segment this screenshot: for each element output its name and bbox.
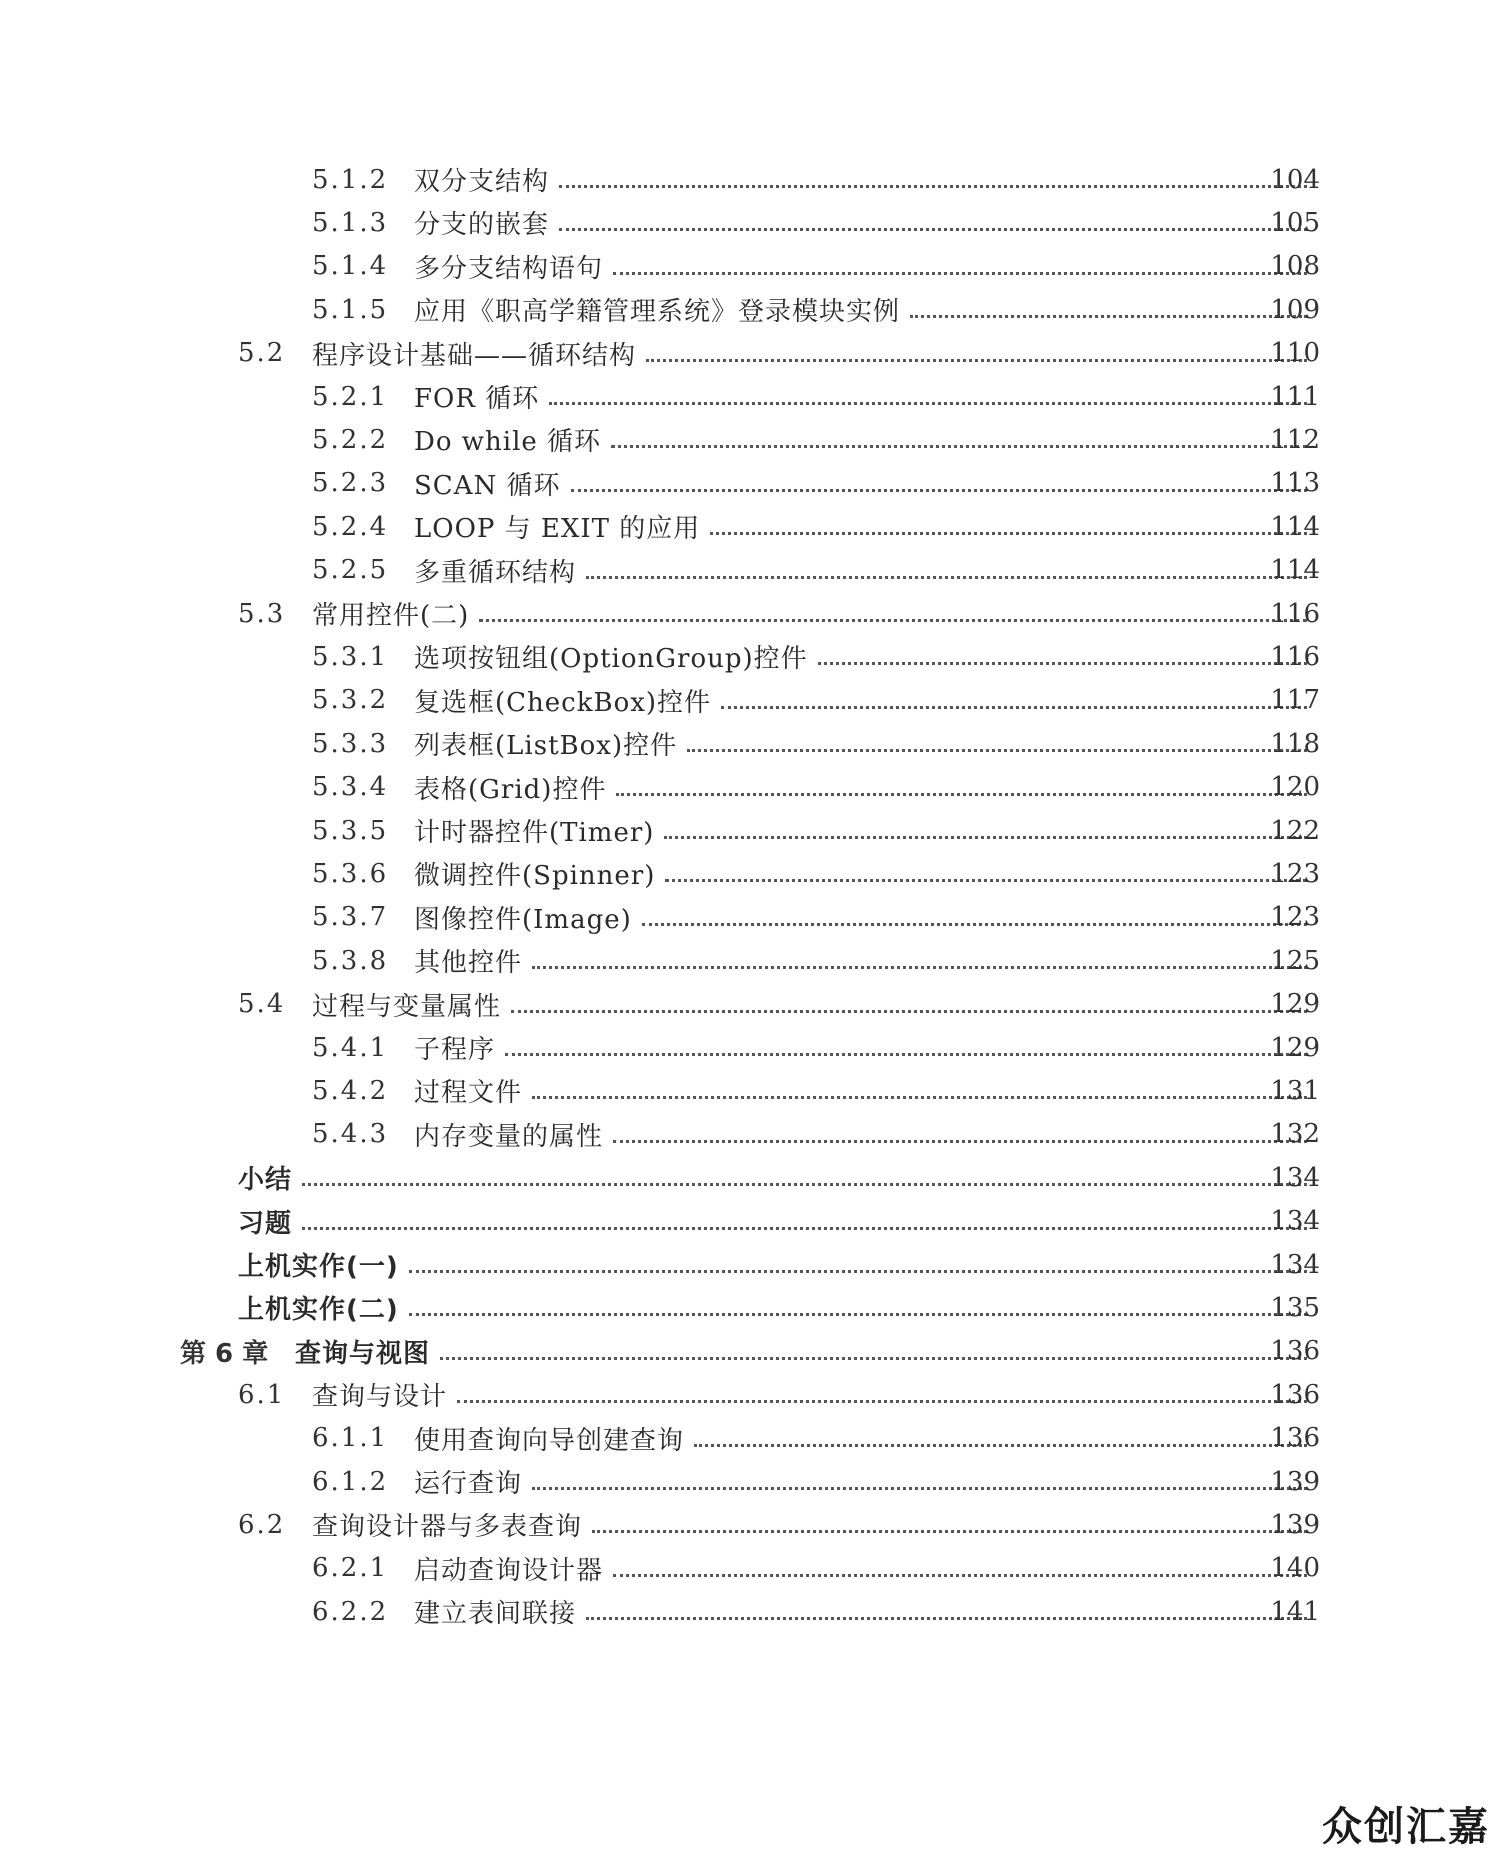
toc-entry[interactable] bbox=[0, 462, 1504, 505]
toc-entry-body bbox=[414, 942, 1319, 979]
toc-leader-dots bbox=[549, 400, 1307, 405]
toc-entry-page: 112 bbox=[1270, 424, 1320, 455]
toc-entry-body bbox=[414, 1072, 1319, 1109]
toc-entry-page: 108 bbox=[1270, 251, 1320, 282]
toc-entry-page: 122 bbox=[1270, 815, 1320, 846]
toc-entry-title: 多重循环结构 bbox=[414, 557, 577, 588]
toc-entry-title: 其他控件 bbox=[414, 948, 523, 979]
toc-entry-number: 5.3.6 bbox=[312, 858, 389, 889]
toc-entry-body bbox=[414, 552, 1319, 589]
toc-entry-title: 启动查询设计器 bbox=[414, 1555, 604, 1586]
toc-entry-page: 105 bbox=[1270, 207, 1320, 238]
toc-leader-dots bbox=[710, 530, 1307, 535]
toc-entry-body bbox=[414, 465, 1319, 502]
toc-entry[interactable] bbox=[0, 375, 1504, 418]
toc-entry-body bbox=[414, 1116, 1319, 1153]
toc-entry-title: 查询与视图 bbox=[295, 1338, 431, 1369]
toc-entry-body bbox=[238, 1289, 1319, 1326]
toc-entry-body bbox=[414, 508, 1319, 545]
toc-entry-body bbox=[414, 682, 1319, 719]
toc-entry[interactable] bbox=[0, 939, 1504, 982]
toc-leader-dots bbox=[611, 443, 1307, 448]
toc-entry[interactable] bbox=[0, 1286, 1504, 1329]
toc-entry-body bbox=[312, 595, 1319, 632]
toc-entry[interactable] bbox=[0, 418, 1504, 461]
toc-entry-title: 应用《职高学籍管理系统》登录模块实例 bbox=[414, 297, 901, 328]
toc-entry-body bbox=[414, 638, 1319, 675]
toc-entry-body bbox=[414, 725, 1319, 762]
toc-leader-dots bbox=[409, 1311, 1307, 1316]
toc-entry-title: 多分支结构语句 bbox=[414, 253, 604, 284]
toc-entry[interactable] bbox=[0, 505, 1504, 548]
toc-entry-title: 过程文件 bbox=[414, 1078, 523, 1109]
toc-entry-page: 104 bbox=[1270, 164, 1320, 195]
toc-entry[interactable] bbox=[0, 1373, 1504, 1416]
toc-entry-page: 134 bbox=[1270, 1162, 1320, 1193]
toc-leader-dots bbox=[440, 1355, 1307, 1360]
toc-entry-title: 分支的嵌套 bbox=[414, 210, 550, 241]
toc-entry-number: 第 6 章 bbox=[180, 1338, 269, 1369]
toc-entry-title: 建立表间联接 bbox=[414, 1599, 577, 1630]
toc-entry-page: 116 bbox=[1270, 598, 1320, 629]
toc-entry-page: 117 bbox=[1270, 685, 1320, 716]
toc-entry[interactable] bbox=[0, 288, 1504, 331]
toc-entry[interactable] bbox=[0, 635, 1504, 678]
toc-entry-page: 110 bbox=[1270, 338, 1320, 369]
toc-entry-title: Do while 循环 bbox=[414, 427, 602, 458]
toc-entry-number: 5.2.2 bbox=[312, 424, 389, 455]
toc-entry-page: 111 bbox=[1270, 381, 1320, 412]
toc-entry-page: 139 bbox=[1270, 1466, 1320, 1497]
toc-leader-dots bbox=[721, 704, 1307, 709]
toc-entry[interactable] bbox=[0, 722, 1504, 765]
toc-entry-number: 5.3.5 bbox=[312, 815, 389, 846]
toc-entry-title: 程序设计基础——循环结构 bbox=[312, 340, 637, 371]
toc-leader-dots bbox=[694, 1442, 1307, 1447]
toc-leader-dots bbox=[586, 1615, 1307, 1620]
toc-entry[interactable] bbox=[0, 1156, 1504, 1199]
toc-entry-title: 查询设计器与多表查询 bbox=[312, 1512, 583, 1543]
toc-entry-page: 113 bbox=[1270, 468, 1320, 499]
toc-entry-number: 5.4.3 bbox=[312, 1119, 389, 1150]
toc-entry-body bbox=[414, 378, 1319, 415]
toc-entry[interactable] bbox=[0, 896, 1504, 939]
toc-entry-body bbox=[414, 1029, 1319, 1066]
toc-entry[interactable] bbox=[0, 1069, 1504, 1112]
toc-leader-dots bbox=[559, 226, 1307, 231]
toc-entry[interactable] bbox=[0, 983, 1504, 1026]
toc-entry[interactable] bbox=[0, 245, 1504, 288]
toc-entry-title: 运行查询 bbox=[414, 1469, 523, 1499]
toc-entry-page: 125 bbox=[1270, 945, 1320, 976]
toc-entry-number: 5.3.1 bbox=[312, 641, 389, 672]
toc-entry-number: 5.1.2 bbox=[312, 164, 389, 195]
toc-leader-dots bbox=[642, 921, 1307, 926]
toc-leader-dots bbox=[505, 1051, 1307, 1056]
toc-entry-page: 141 bbox=[1270, 1596, 1320, 1627]
toc-entry-number: 5.3.8 bbox=[312, 945, 389, 976]
toc-entry-page: 134 bbox=[1270, 1249, 1320, 1280]
toc-leader-dots bbox=[687, 747, 1307, 752]
toc-entry-page: 132 bbox=[1270, 1119, 1320, 1150]
toc-entry-title: 常用控件(二) bbox=[312, 601, 470, 631]
toc-entry[interactable] bbox=[0, 1417, 1504, 1460]
toc-leader-dots bbox=[665, 877, 1307, 882]
toc-entry-page: 123 bbox=[1270, 858, 1320, 889]
toc-entry-body bbox=[414, 291, 1319, 328]
toc-entry-number: 5.1.4 bbox=[312, 251, 389, 282]
toc-entry-page: 120 bbox=[1270, 772, 1320, 803]
toc-entry-page: 114 bbox=[1270, 555, 1320, 586]
toc-entry[interactable] bbox=[0, 766, 1504, 809]
toc-entry-title: 内存变量的属性 bbox=[414, 1121, 604, 1152]
toc-entry-body bbox=[414, 1550, 1319, 1587]
toc-entry-body bbox=[312, 1506, 1319, 1543]
toc-entry-title: 查询与设计 bbox=[312, 1382, 448, 1413]
toc-entry-number: 5.3.7 bbox=[312, 902, 389, 933]
toc-entry-title: 双分支结构 bbox=[414, 167, 550, 197]
toc-leader-dots bbox=[571, 487, 1308, 492]
toc-entry-number: 5.2.5 bbox=[312, 555, 389, 586]
toc-entry-body bbox=[414, 421, 1319, 458]
toc-entry-page: 129 bbox=[1270, 989, 1320, 1020]
toc-entry-body bbox=[414, 1593, 1319, 1630]
toc-entry-number: 5.4.1 bbox=[312, 1032, 389, 1063]
toc-leader-dots bbox=[613, 1138, 1307, 1143]
toc-entry-number: 6.1.2 bbox=[312, 1466, 389, 1497]
toc-entry-page: 136 bbox=[1270, 1423, 1320, 1454]
toc-entry-number: 6.1 bbox=[238, 1379, 286, 1410]
toc-entry-title: 上机实作(一) bbox=[238, 1252, 399, 1282]
toc-entry[interactable] bbox=[0, 809, 1504, 852]
toc-entry-number: 5.2.4 bbox=[312, 511, 389, 542]
toc-leader-dots bbox=[613, 1572, 1307, 1577]
toc-entry-page: 139 bbox=[1270, 1509, 1320, 1540]
toc-entry-number: 5.2 bbox=[238, 338, 286, 369]
toc-entry-page: 129 bbox=[1270, 1032, 1320, 1063]
toc-entry-number: 6.2.1 bbox=[312, 1553, 389, 1584]
toc-entry[interactable] bbox=[0, 158, 1504, 201]
toc-entry[interactable] bbox=[0, 1460, 1504, 1503]
toc-entry[interactable] bbox=[0, 852, 1504, 895]
toc-entry-body bbox=[238, 1159, 1319, 1196]
toc-entry-number: 5.1.5 bbox=[312, 294, 389, 325]
toc-entry[interactable] bbox=[0, 1547, 1504, 1590]
toc-leader-dots bbox=[409, 1268, 1307, 1273]
toc-entry[interactable] bbox=[0, 592, 1504, 635]
toc-entry-page: 109 bbox=[1270, 294, 1320, 325]
toc-entry[interactable] bbox=[0, 679, 1504, 722]
toc-entry-body bbox=[312, 986, 1319, 1023]
toc-leader-dots bbox=[457, 1398, 1307, 1403]
toc-entry-title: 过程与变量属性 bbox=[312, 991, 502, 1022]
toc-entry-body bbox=[414, 1420, 1319, 1457]
toc-entry-title: 微调控件(Spinner) bbox=[414, 861, 656, 892]
toc-entry-title: 图像控件(Image) bbox=[414, 904, 632, 935]
toc-entry-title: 小结 bbox=[238, 1165, 293, 1196]
toc-entry-body bbox=[414, 855, 1319, 892]
toc-entry-body bbox=[312, 1376, 1319, 1413]
toc-entry-number: 5.2.3 bbox=[312, 468, 389, 499]
toc-entry-page: 140 bbox=[1270, 1553, 1320, 1584]
toc-leader-dots bbox=[511, 1008, 1307, 1013]
toc-entry-title: 表格(Grid)控件 bbox=[414, 774, 607, 805]
toc-entry-number: 6.2 bbox=[238, 1509, 286, 1540]
toc-entry-body bbox=[238, 1203, 1319, 1240]
toc-leader-dots bbox=[818, 660, 1307, 665]
toc-entry[interactable] bbox=[0, 201, 1504, 244]
toc-entry-body bbox=[238, 1246, 1319, 1283]
toc-entry-title: LOOP 与 EXIT 的应用 bbox=[414, 514, 701, 545]
toc-entry-page: 135 bbox=[1270, 1292, 1320, 1323]
toc-entry-number: 6.2.2 bbox=[312, 1596, 389, 1627]
toc-entry[interactable] bbox=[0, 1243, 1504, 1286]
toc-entry-number: 6.1.1 bbox=[312, 1423, 389, 1454]
toc-entry-number: 5.2.1 bbox=[312, 381, 389, 412]
toc-entry-number: 5.3.2 bbox=[312, 685, 389, 716]
toc-entry[interactable] bbox=[0, 332, 1504, 375]
toc-entry-page: 134 bbox=[1270, 1206, 1320, 1237]
toc-entry-page: 131 bbox=[1270, 1075, 1320, 1106]
toc-entry-body bbox=[312, 335, 1319, 372]
toc-entry-title: 上机实作(二) bbox=[238, 1295, 399, 1326]
toc-leader-dots bbox=[532, 1485, 1307, 1490]
toc-leader-dots bbox=[646, 357, 1307, 362]
toc-entry-page: 114 bbox=[1270, 511, 1320, 542]
toc-leader-dots bbox=[910, 313, 1307, 318]
toc-entry-body bbox=[414, 248, 1319, 285]
toc-entry[interactable] bbox=[0, 1200, 1504, 1243]
toc-entry-body bbox=[414, 812, 1319, 849]
toc-entry-page: 136 bbox=[1270, 1379, 1320, 1410]
toc-leader-dots bbox=[613, 270, 1307, 275]
toc-entry-number: 5.3.3 bbox=[312, 728, 389, 759]
toc-leader-dots bbox=[616, 791, 1307, 796]
toc-entry-number: 5.4.2 bbox=[312, 1075, 389, 1106]
toc-leader-dots bbox=[302, 1225, 1307, 1230]
toc-entry-title: 列表框(ListBox)控件 bbox=[414, 731, 678, 762]
toc-entry-title: 计时器控件(Timer) bbox=[414, 818, 655, 848]
toc-entry-title: SCAN 循环 bbox=[414, 470, 561, 501]
toc-entry-page: 136 bbox=[1270, 1336, 1320, 1367]
toc-entry-body bbox=[414, 161, 1319, 198]
toc-entry-title: FOR 循环 bbox=[414, 384, 540, 414]
toc-entry-page: 123 bbox=[1270, 902, 1320, 933]
toc-entry-body bbox=[414, 204, 1319, 241]
toc-leader-dots bbox=[559, 183, 1307, 188]
toc-entry-body bbox=[414, 769, 1319, 806]
toc-entry[interactable] bbox=[0, 549, 1504, 592]
toc-entry-title: 使用查询向导创建查询 bbox=[414, 1425, 685, 1456]
toc-entry-title: 习题 bbox=[238, 1208, 293, 1239]
toc-leader-dots bbox=[479, 617, 1307, 622]
toc-entry[interactable] bbox=[0, 1330, 1504, 1373]
toc-entry[interactable] bbox=[0, 1113, 1504, 1156]
toc-entry-number: 5.1.3 bbox=[312, 207, 389, 238]
toc-entry-body bbox=[414, 1463, 1319, 1500]
toc-entry-title: 复选框(CheckBox)控件 bbox=[414, 687, 712, 718]
toc-entry-title: 子程序 bbox=[414, 1035, 496, 1065]
toc-leader-dots bbox=[532, 1094, 1307, 1099]
toc-entry-number: 5.4 bbox=[238, 989, 286, 1020]
toc-entry-body bbox=[295, 1333, 1319, 1370]
toc-entry[interactable] bbox=[0, 1026, 1504, 1069]
toc-leader-dots bbox=[586, 574, 1307, 579]
toc-leader-dots bbox=[664, 834, 1307, 839]
toc-leader-dots bbox=[302, 1181, 1307, 1186]
toc-leader-dots bbox=[592, 1528, 1307, 1533]
toc-entry-number: 5.3.4 bbox=[312, 772, 389, 803]
toc-entry-body bbox=[414, 899, 1319, 936]
toc-entry-number: 5.3 bbox=[238, 598, 286, 629]
toc-leader-dots bbox=[532, 964, 1307, 969]
toc-entry-page: 116 bbox=[1270, 641, 1320, 672]
watermark-logo: 众创汇嘉 bbox=[1322, 1804, 1490, 1850]
toc-entry[interactable] bbox=[0, 1590, 1504, 1633]
toc-entry-title: 选项按钮组(OptionGroup)控件 bbox=[414, 644, 808, 675]
toc-entry-page: 118 bbox=[1270, 728, 1320, 759]
toc-entry[interactable] bbox=[0, 1503, 1504, 1546]
